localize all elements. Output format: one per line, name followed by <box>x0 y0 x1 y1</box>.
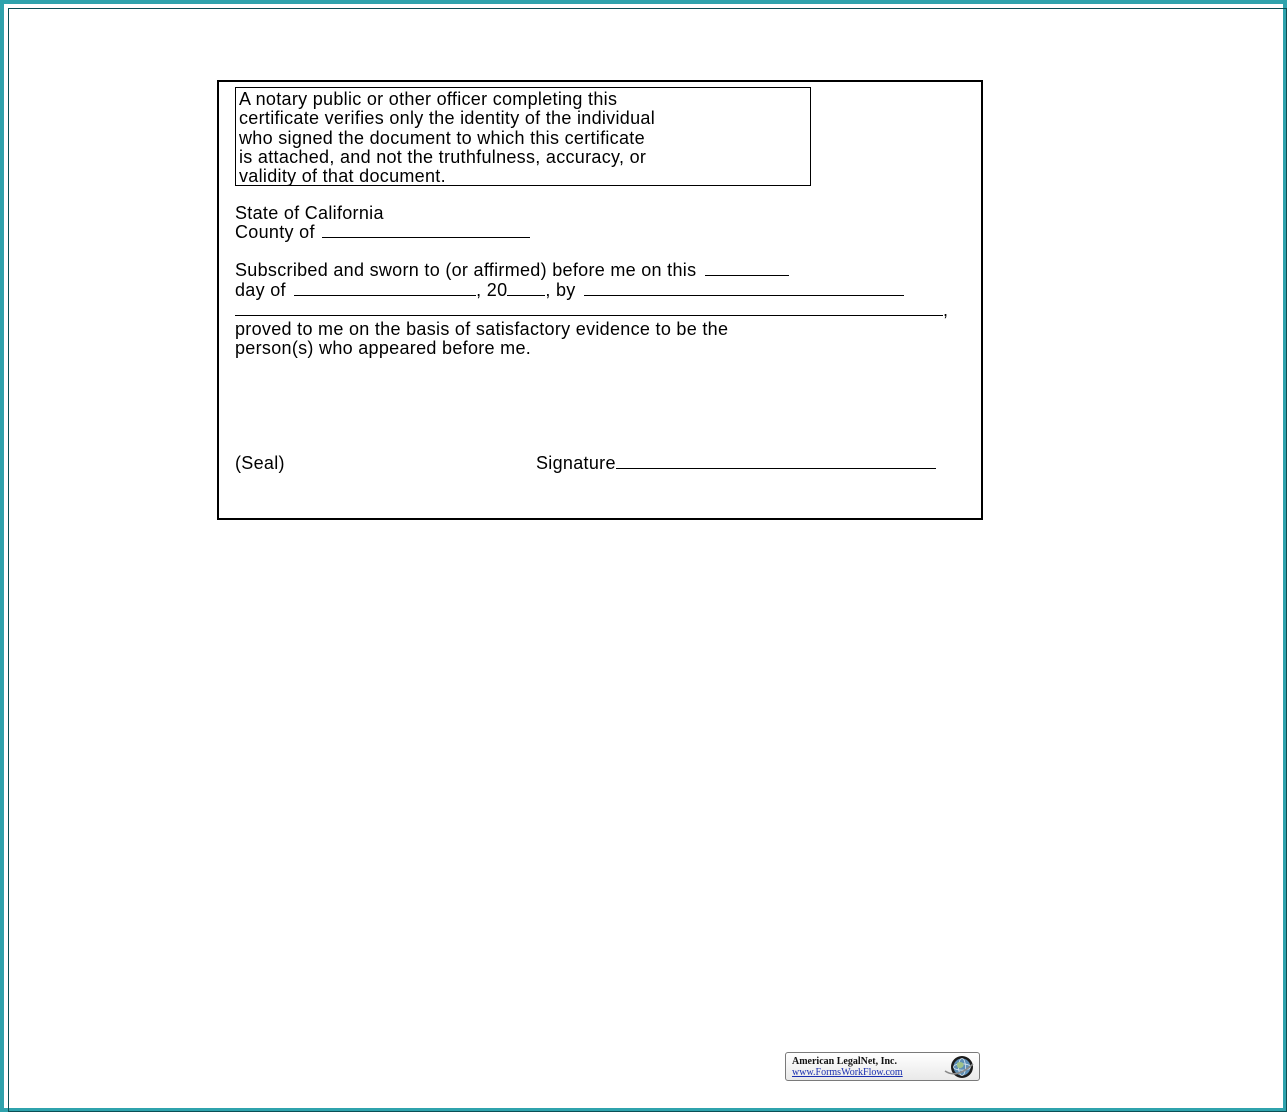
jurat-line-2 <box>235 281 904 300</box>
signer-name-blank[interactable] <box>584 281 904 296</box>
jurat-line-1 <box>235 261 789 280</box>
year-blank[interactable] <box>507 281 545 296</box>
disclaimer-line: A notary public or other officer completing this <box>239 89 618 109</box>
signer-name-continued-blank[interactable] <box>235 301 943 316</box>
county-line <box>235 223 530 242</box>
footer-logo[interactable] <box>785 1052 980 1081</box>
jurat-line-3 <box>235 301 948 320</box>
month-blank[interactable] <box>294 281 476 296</box>
jurat-text: proved to me on the basis of satisfactory evidence to be the <box>235 319 729 339</box>
comma: , <box>943 300 949 320</box>
jurat-line-4 <box>235 320 728 339</box>
jurat-line-5 <box>235 339 531 358</box>
globe-icon <box>943 1054 977 1080</box>
county-blank[interactable] <box>322 223 530 238</box>
state-label: State of California <box>235 203 384 223</box>
day-of-label: day of <box>235 280 286 300</box>
notary-certificate <box>217 80 983 520</box>
disclaimer-line: certificate verifies only the identity of the individual <box>239 108 656 129</box>
company-name: American LegalNet, Inc. <box>792 1056 897 1067</box>
by-label: , by <box>545 280 576 300</box>
year-prefix: , 20 <box>476 280 508 300</box>
jurat-text: person(s) who appeared before me. <box>235 338 532 358</box>
disclaimer-line: validity of that document. <box>239 166 446 187</box>
company-url-link[interactable]: www.FormsWorkFlow.com <box>792 1067 903 1078</box>
county-label: County of <box>235 222 315 242</box>
disclaimer-line: who signed the document to which this certificate <box>239 127 645 148</box>
signature-line <box>536 454 936 473</box>
day-number-blank[interactable] <box>705 261 789 276</box>
disclaimer-box <box>235 87 811 186</box>
jurat-text: Subscribed and sworn to (or affirmed) before me on this <box>235 260 697 280</box>
signature-label: Signature <box>536 453 616 473</box>
state-line <box>235 204 384 223</box>
signature-blank[interactable] <box>616 454 936 469</box>
seal-label: (Seal) <box>235 453 285 473</box>
disclaimer-line: is attached, and not the truthfulness, accuracy, or <box>239 146 647 167</box>
